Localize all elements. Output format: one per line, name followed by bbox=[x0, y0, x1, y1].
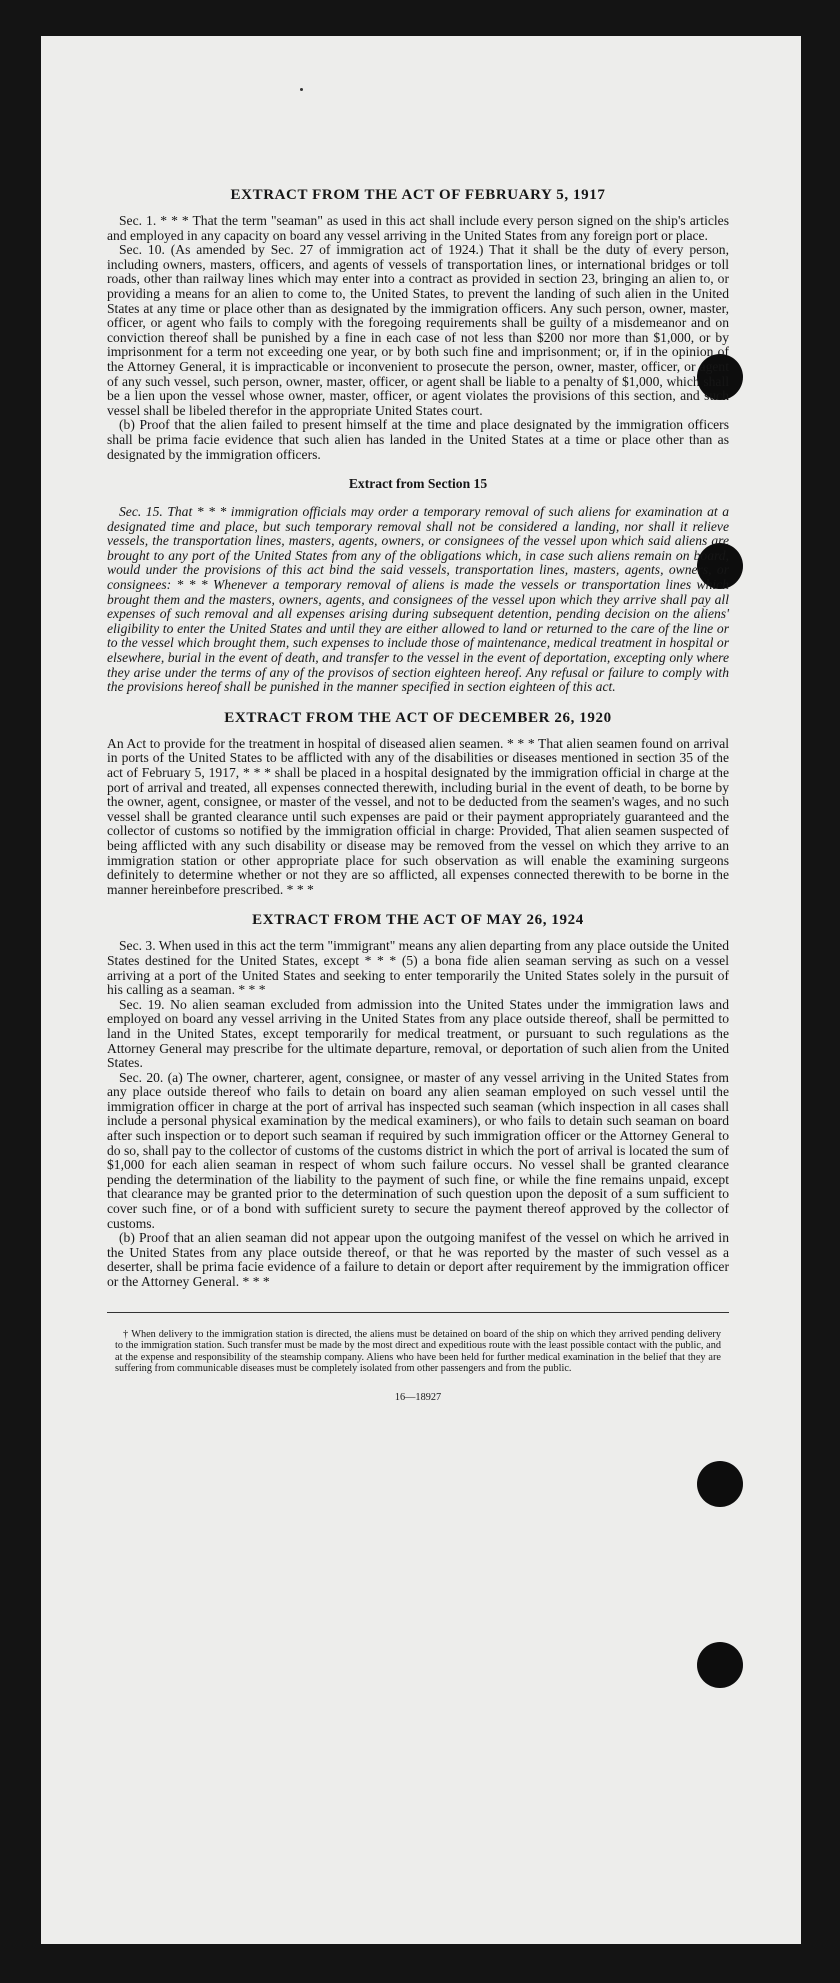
heading-act-1924: EXTRACT FROM THE ACT OF MAY 26, 1924 bbox=[252, 912, 584, 929]
punch-hole bbox=[697, 1461, 743, 1507]
paragraph: Sec. 1. * * * That the term "seaman" as used in this act shall include every person signed on the ship's articles and employed in any capacity on board any vessel arriving in the United States from any foreign port or place. bbox=[107, 213, 729, 243]
document-page bbox=[41, 36, 801, 1944]
section-act-1917 bbox=[107, 186, 729, 462]
paragraph: Sec. 20. (a) The owner, charterer, agent, consignee, or master of any vessel arriving in the United States from any place outside thereof who fails to detain on board any alien seaman employed on such vessel until the immigration officer in charge at the port of arrival has inspected such seaman (which inspection in all cases shall include a personal physical examination by the medical examiners), or who fails to detain such seaman on board after such inspection or to deport such seaman if required by such immigration officer or the Attorney General to do so, shall pay to the collector of customs of the customs district in which the port of arrival is located the sum of $1,000 for each alien seaman in respect of whom such failure occurs. No vessel shall be granted clearance pending the determination of the liability to the payment of such fine, or while the fine remains unpaid, except that clearance may be granted prior to the determination of such question upon the deposit of a sum sufficient to cover such fine, or of a bond with sufficient surety to secure the payment thereof approved by the collector of customs. bbox=[107, 1069, 729, 1231]
footnote: † When delivery to the immigration station is directed, the aliens must be detained on board of the ship on which they arrived pending delivery to the immigration station. Such transfer must be made by the most direct and expeditious route with the least possible contact with the public, and at the expense and responsibility of the steamship company. Aliens who have been held for further medical examination in the belief that they are suffering from communicable diseases must be completely isolated from other passengers and from the public. bbox=[115, 1328, 721, 1375]
paragraph: Sec. 3. When used in this act the term "immigrant" means any alien departing from any place outside the United States destined for the United States, except * * * (5) a bona fide alien seaman serving as such on a vessel arriving at a port of the United States and seeking to enter temporarily the United States solely in the pursuit of his calling as a seaman. * * * bbox=[107, 938, 729, 998]
paragraph: (b) Proof that the alien failed to present himself at the time and place designated by the immigration officers shall be prima facie evidence that such alien has landed in the United States at a time or place other than as designated by the immigration officers. bbox=[107, 417, 729, 462]
paragraph: Sec. 15. That * * * immigration officials may order a temporary removal of such aliens for examination at a designated time and place, but such temporary removal shall not be considered a landing, nor shall it relieve vessels, the transportation lines, masters, agents, owners, or consignees of the vessel upon which said aliens are brought to any port of the United States from any of the obligations which, in case such aliens remain on board, would under the provisions of this act bind the said vessels, transportation lines, masters, agents, owners, or consignees: * * * Whenever a temporary removal of aliens is made the vessels or transportation lines which brought them and the masters, owners, agents, and consignees of the vessel upon which they arrive shall pay all expenses of such removal and all expenses arising during subsequent detention, pending decision on the aliens' eligibility to enter the United States and until they are either allowed to land or returned to the care of the line or to the vessel which brought them, such expenses to include those of maintenance, medical treatment in hospital or elsewhere, burial in the event of death, and transfer to the vessel in the event of deportation, excepting only where they arise under the terms of any of the provisos of section eighteen hereof. Any refusal or failure to comply with the provisions hereof shall be punished in the manner specified in section eighteen of this act. bbox=[107, 504, 729, 695]
heading-act-1920: EXTRACT FROM THE ACT OF DECEMBER 26, 1920 bbox=[224, 709, 612, 726]
divider bbox=[107, 1312, 729, 1313]
paragraph: Sec. 10. (As amended by Sec. 27 of immigration act of 1924.) That it shall be the duty of every person, including owners, masters, officers, and agents of vessels of transportation lines, or international bridges or toll roads, other than railway lines which may enter into a contract as provided in section 23, bringing an alien to, or providing a means for an alien to come to, the United States, to prevent the landing of such alien in the United States at any time or place other than as designated by the immigration officers. Any such person, owner, master, officer, or agent who fails to comply with the foregoing requirements shall be guilty of a misdemeanor and on conviction thereof shall be punished by a fine in each case of not less than $200 nor more than $1,000, or by imprisonment for a term not exceeding one year, or by both such fine and imprisonment; or, if in the opinion of the Attorney General, it is impracticable or inconvenient to prosecute the person, owner, master, officer, or agent of any such vessel, such person, owner, master, officer, or agent shall be liable to a penalty of $1,000, which shall be a lien upon the vessel whose owner, master, officer, or agent violates the provisions of this section, and such vessel shall be libeled therefor in the appropriate United States court. bbox=[107, 242, 729, 418]
heading-act-1917: EXTRACT FROM THE ACT OF FEBRUARY 5, 1917 bbox=[230, 187, 606, 203]
punch-hole bbox=[697, 1642, 743, 1688]
paragraph: An Act to provide for the treatment in hospital of diseased alien seamen. * * * That alien seamen found on arrival in ports of the United States to be afflicted with any of the disabilities or diseases mentioned in section 35 of the act of February 5, 1917, * * * shall be placed in a hospital designated by the immigration official in charge at the port of arrival and treated, all expenses connected therewith, including burial in the event of death, to be borne by the owner, agent, consignee, or master of the vessel, and not to be deducted from the seamen's wages, and no such vessel shall be granted clearance until such expenses are paid or their payment appropriately guaranteed and the collector of customs so notified by the immigration official in charge: Provided, That alien seamen suspected of being afflicted with any such disability or disease may be removed from the vessel on which they arrive to an immigration station or other appropriate place for such observation as will enable the examining surgeons definitely to determine whether or not they are so afflicted, all expenses connected therewith to be borne in the manner hereinbefore prescribed. * * * bbox=[107, 735, 729, 897]
document-body bbox=[107, 186, 729, 1405]
paragraph: (b) Proof that an alien seaman did not appear upon the outgoing manifest of the vessel on which he arrived in the United States from any place outside thereof, or that he was reported by the master of such vessel as a deserter, shall be prima facie evidence of a failure to detain or deport after requirement by the immigration officer or the Attorney General. * * * bbox=[107, 1230, 729, 1289]
ink-speck bbox=[300, 88, 303, 91]
paragraph: Sec. 19. No alien seaman excluded from admission into the United States under the immigration laws and employed on board any vessel arriving in the United States from any place outside thereof, shall be permitted to land in the United States, except temporarily for medical treatment, or pursuant to such regulations as the Attorney General may prescribe for the ultimate departure, removal, or deportation of such alien from the United States. bbox=[107, 996, 729, 1071]
form-number: 16—18927 bbox=[394, 1391, 442, 1403]
bleed-through-mark: 10 bbox=[601, 207, 662, 267]
heading-section-15: Extract from Section 15 bbox=[348, 476, 488, 492]
section-act-1924 bbox=[107, 911, 729, 1289]
section-15 bbox=[107, 476, 729, 695]
section-act-1920 bbox=[107, 709, 729, 898]
